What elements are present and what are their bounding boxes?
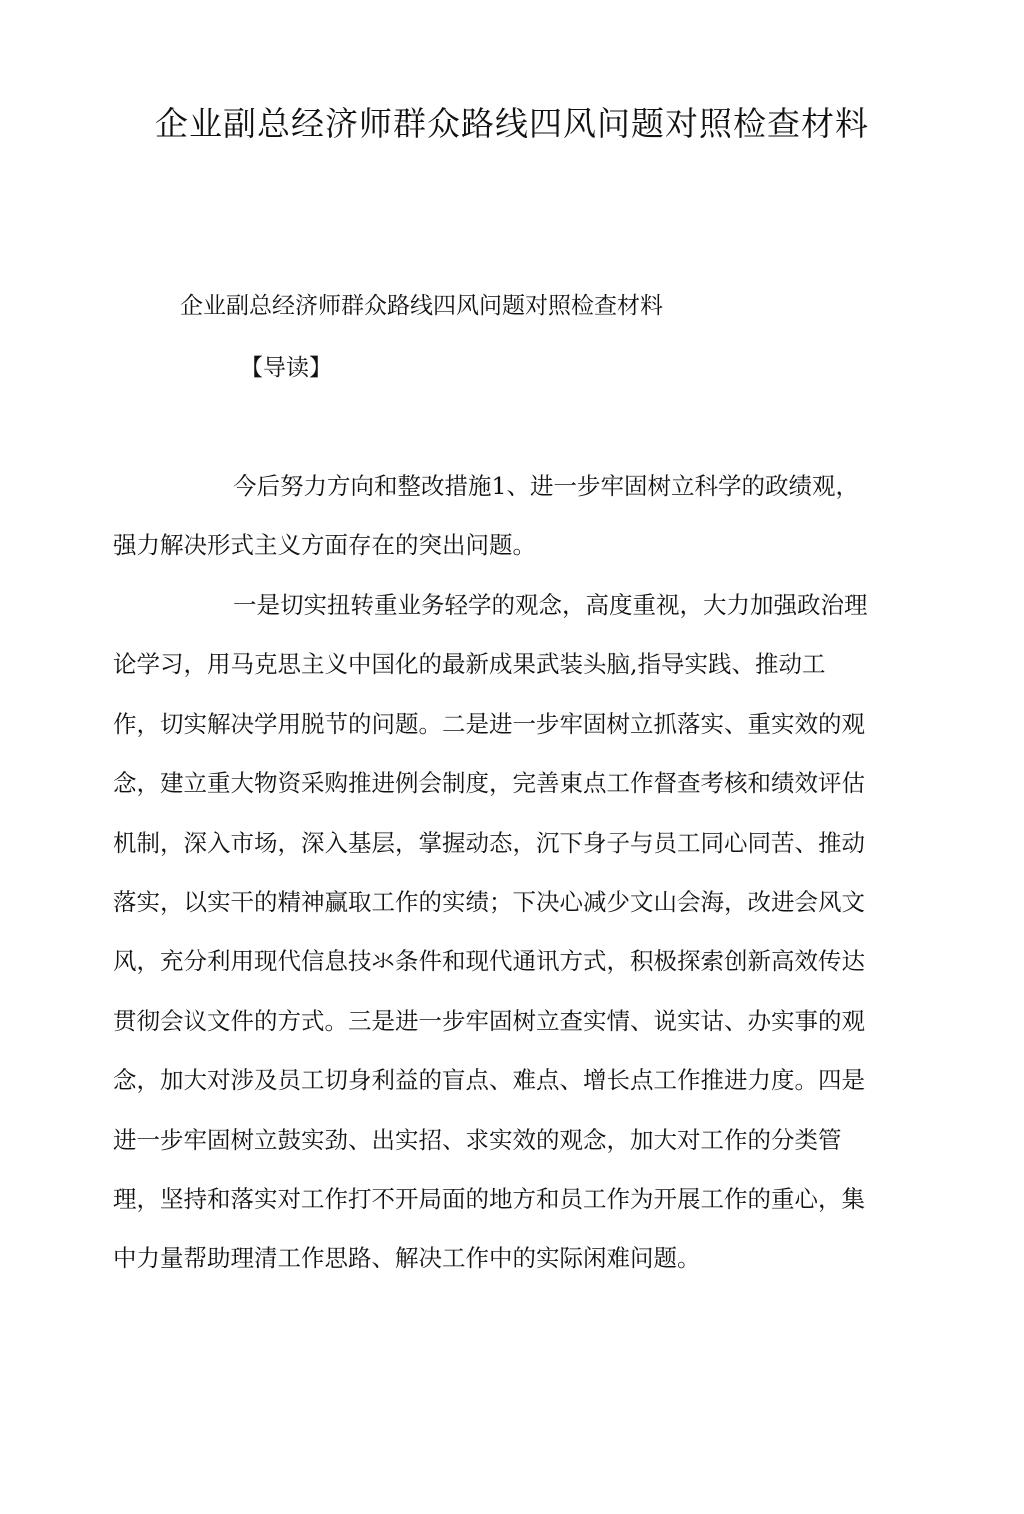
lead-label: 【导读】: [240, 355, 332, 381]
body-paragraph-2: 一是切实扭转重业务轻学的观念，高度重视，大力加强政治理论学习，用马克思主义中国化的最新成果武装头脑,指导实践、推动工作，切实解决学用脱节的问题。二是进一步牢固树立抓落实、重实效的观念，建立重大物资采购推进例会制度，完善東点工作督查考核和绩效评估机制，深入市场，深入基层，掌握动态，沉下身子与员工同心同苦、推动落实，以实干的精神赢取工作的实绩；下决心减少文山会海，改进会风文风，充分利用现代信息技氺条件和现代通讯方式，积极探索创新高效传达贯彻会议文件的方式。三是进一步牢固树立查实情、说实诂、办实事的观念，加大对涉及员工切身利益的盲点、难点、增长点工作推进力度。四是进一步牢固树立鼓实劲、出实招、求实效的观念，加大对工作的分类管理，坚持和落实对工作打不开局面的地方和员工作为开展工作的重心，集中力量帮助理清工作思路、解决工作中的实际闲难问题。: [113, 591, 868, 1273]
body-paragraph-1: 今后努力方向和整改措施1、进一步牢固树立科学的政绩观，强力解决形式主义方面存在的突出问题。: [113, 472, 859, 560]
document-title: 企业副总经济师群众路线四风问题对照检查材料: [155, 104, 869, 143]
document-subtitle: 企业副总经济师群众路线四风问题对照检查材料: [180, 293, 663, 319]
